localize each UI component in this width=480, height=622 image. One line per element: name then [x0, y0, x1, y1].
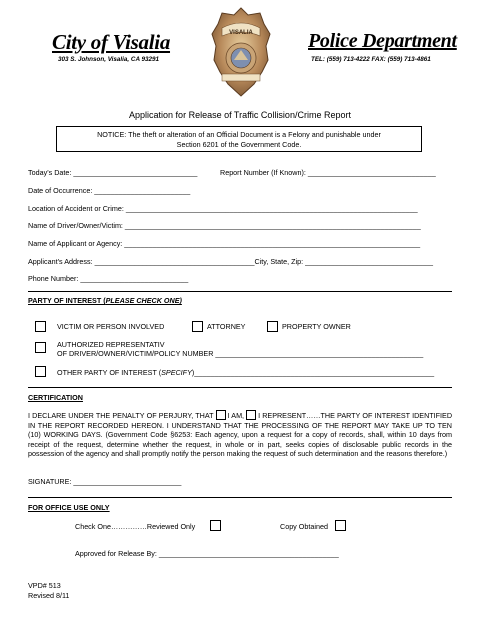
department-name: Police Department [308, 30, 457, 52]
todays-date-field[interactable]: Today’s Date: _______________________________ [28, 168, 198, 177]
other-party-checkbox[interactable] [35, 366, 46, 377]
form-title: Application for Release of Traffic Collision/Crime Report [129, 110, 351, 120]
copy-obtained-label: Copy Obtained [280, 522, 328, 531]
city-address: 303 S. Johnson, Visalia, CA 93291 [58, 56, 160, 63]
property-owner-checkbox[interactable] [267, 321, 278, 332]
notice-box [56, 126, 422, 152]
victim-checkbox[interactable] [35, 321, 46, 332]
authorized-representative-label: AUTHORIZED REPRESENTATIV [57, 340, 165, 349]
approved-for-release-field[interactable]: Approved for Release By: _____________________________________________ [75, 549, 339, 558]
attorney-label: ATTORNEY [207, 322, 246, 331]
report-number-field[interactable]: Report Number (If Known): ________________________________ [220, 168, 436, 177]
location-field[interactable]: Location of Accident or Crime: _________________________________________________________________________ [28, 204, 418, 213]
attorney-checkbox[interactable] [192, 321, 203, 332]
victim-label: VICTIM OR PERSON INVOLVED [57, 322, 165, 331]
certification-text: I DECLARE UNDER THE PENALTY OF PERJURY, THAT I AM, I REPRESENT……THE PARTY OF INTEREST IDENTIFIED IN THE REPORT RECORDED HEREON. I UNDERSTAND THAT THE PROCESSING OF THE REPORT MAY TAKE UP TO TEN (10) WORKING DAYS. (Government Code §6253: Each agency, upon a request for a copy of records, shall, within 10 days from receipt of the request, determine whether the request, in whole or in part, seeks copies of disclosable public records in the possession of the agency and shall promptly notify the person making the request of such determination and the reasons therefore.) [28, 411, 453, 459]
authorized-representative-checkbox[interactable] [35, 342, 46, 353]
department-phones: TEL: (559) 713-4222 FAX: (559) 713-4861 [311, 56, 431, 63]
notice-line-2: Section 6201 of the Government Code. [176, 140, 302, 149]
applicant-name-field[interactable]: Name of Applicant or Agency: __________________________________________________________________________ [28, 239, 421, 248]
driver-owner-victim-field[interactable]: Name of Driver/Owner/Victim: __________________________________________________________________________ [28, 221, 421, 230]
party-of-interest-heading: PARTY OF INTEREST (PLEASE CHECK ONE) [28, 296, 182, 305]
property-owner-label: PROPERTY OWNER [282, 322, 351, 331]
reviewed-only-label: Check One……………Reviewed Only [75, 522, 196, 531]
divider [28, 387, 452, 388]
form-number: VPD# 513 [28, 581, 61, 590]
i-am-checkbox[interactable] [216, 410, 226, 420]
certification-heading: CERTIFICATION [28, 393, 83, 402]
police-badge-icon [210, 6, 272, 98]
authorized-representative-policy-field[interactable]: OF DRIVER/OWNER/VICTIM/POLICY NUMBER ____________________________________________________ [57, 349, 424, 358]
date-of-occurrence-field[interactable]: Date of Occurrence: ________________________ [28, 186, 191, 195]
office-use-heading: FOR OFFICE USE ONLY [28, 503, 110, 512]
notice-line-1: NOTICE: The theft or alteration of an Official Document is a Felony and punishable under [97, 130, 381, 139]
other-party-field[interactable]: OTHER PARTY OF INTEREST (SPECIFY)____________________________________________________________ [57, 368, 435, 377]
reviewed-only-checkbox[interactable] [210, 520, 221, 531]
divider [28, 497, 452, 498]
revision-date: Revised 8/11 [28, 591, 70, 600]
divider [28, 291, 452, 292]
applicant-address-field[interactable]: Applicant’s Address: ________________________________________City, State, Zip: ________________________________ [28, 257, 433, 266]
signature-field[interactable]: SIGNATURE: ___________________________ [28, 477, 182, 486]
copy-obtained-checkbox[interactable] [335, 520, 346, 531]
city-name: City of Visalia [52, 30, 171, 54]
i-represent-checkbox[interactable] [246, 410, 256, 420]
phone-number-field[interactable]: Phone Number: ___________________________ [28, 274, 189, 283]
badge-text: VISALIA [229, 30, 253, 36]
